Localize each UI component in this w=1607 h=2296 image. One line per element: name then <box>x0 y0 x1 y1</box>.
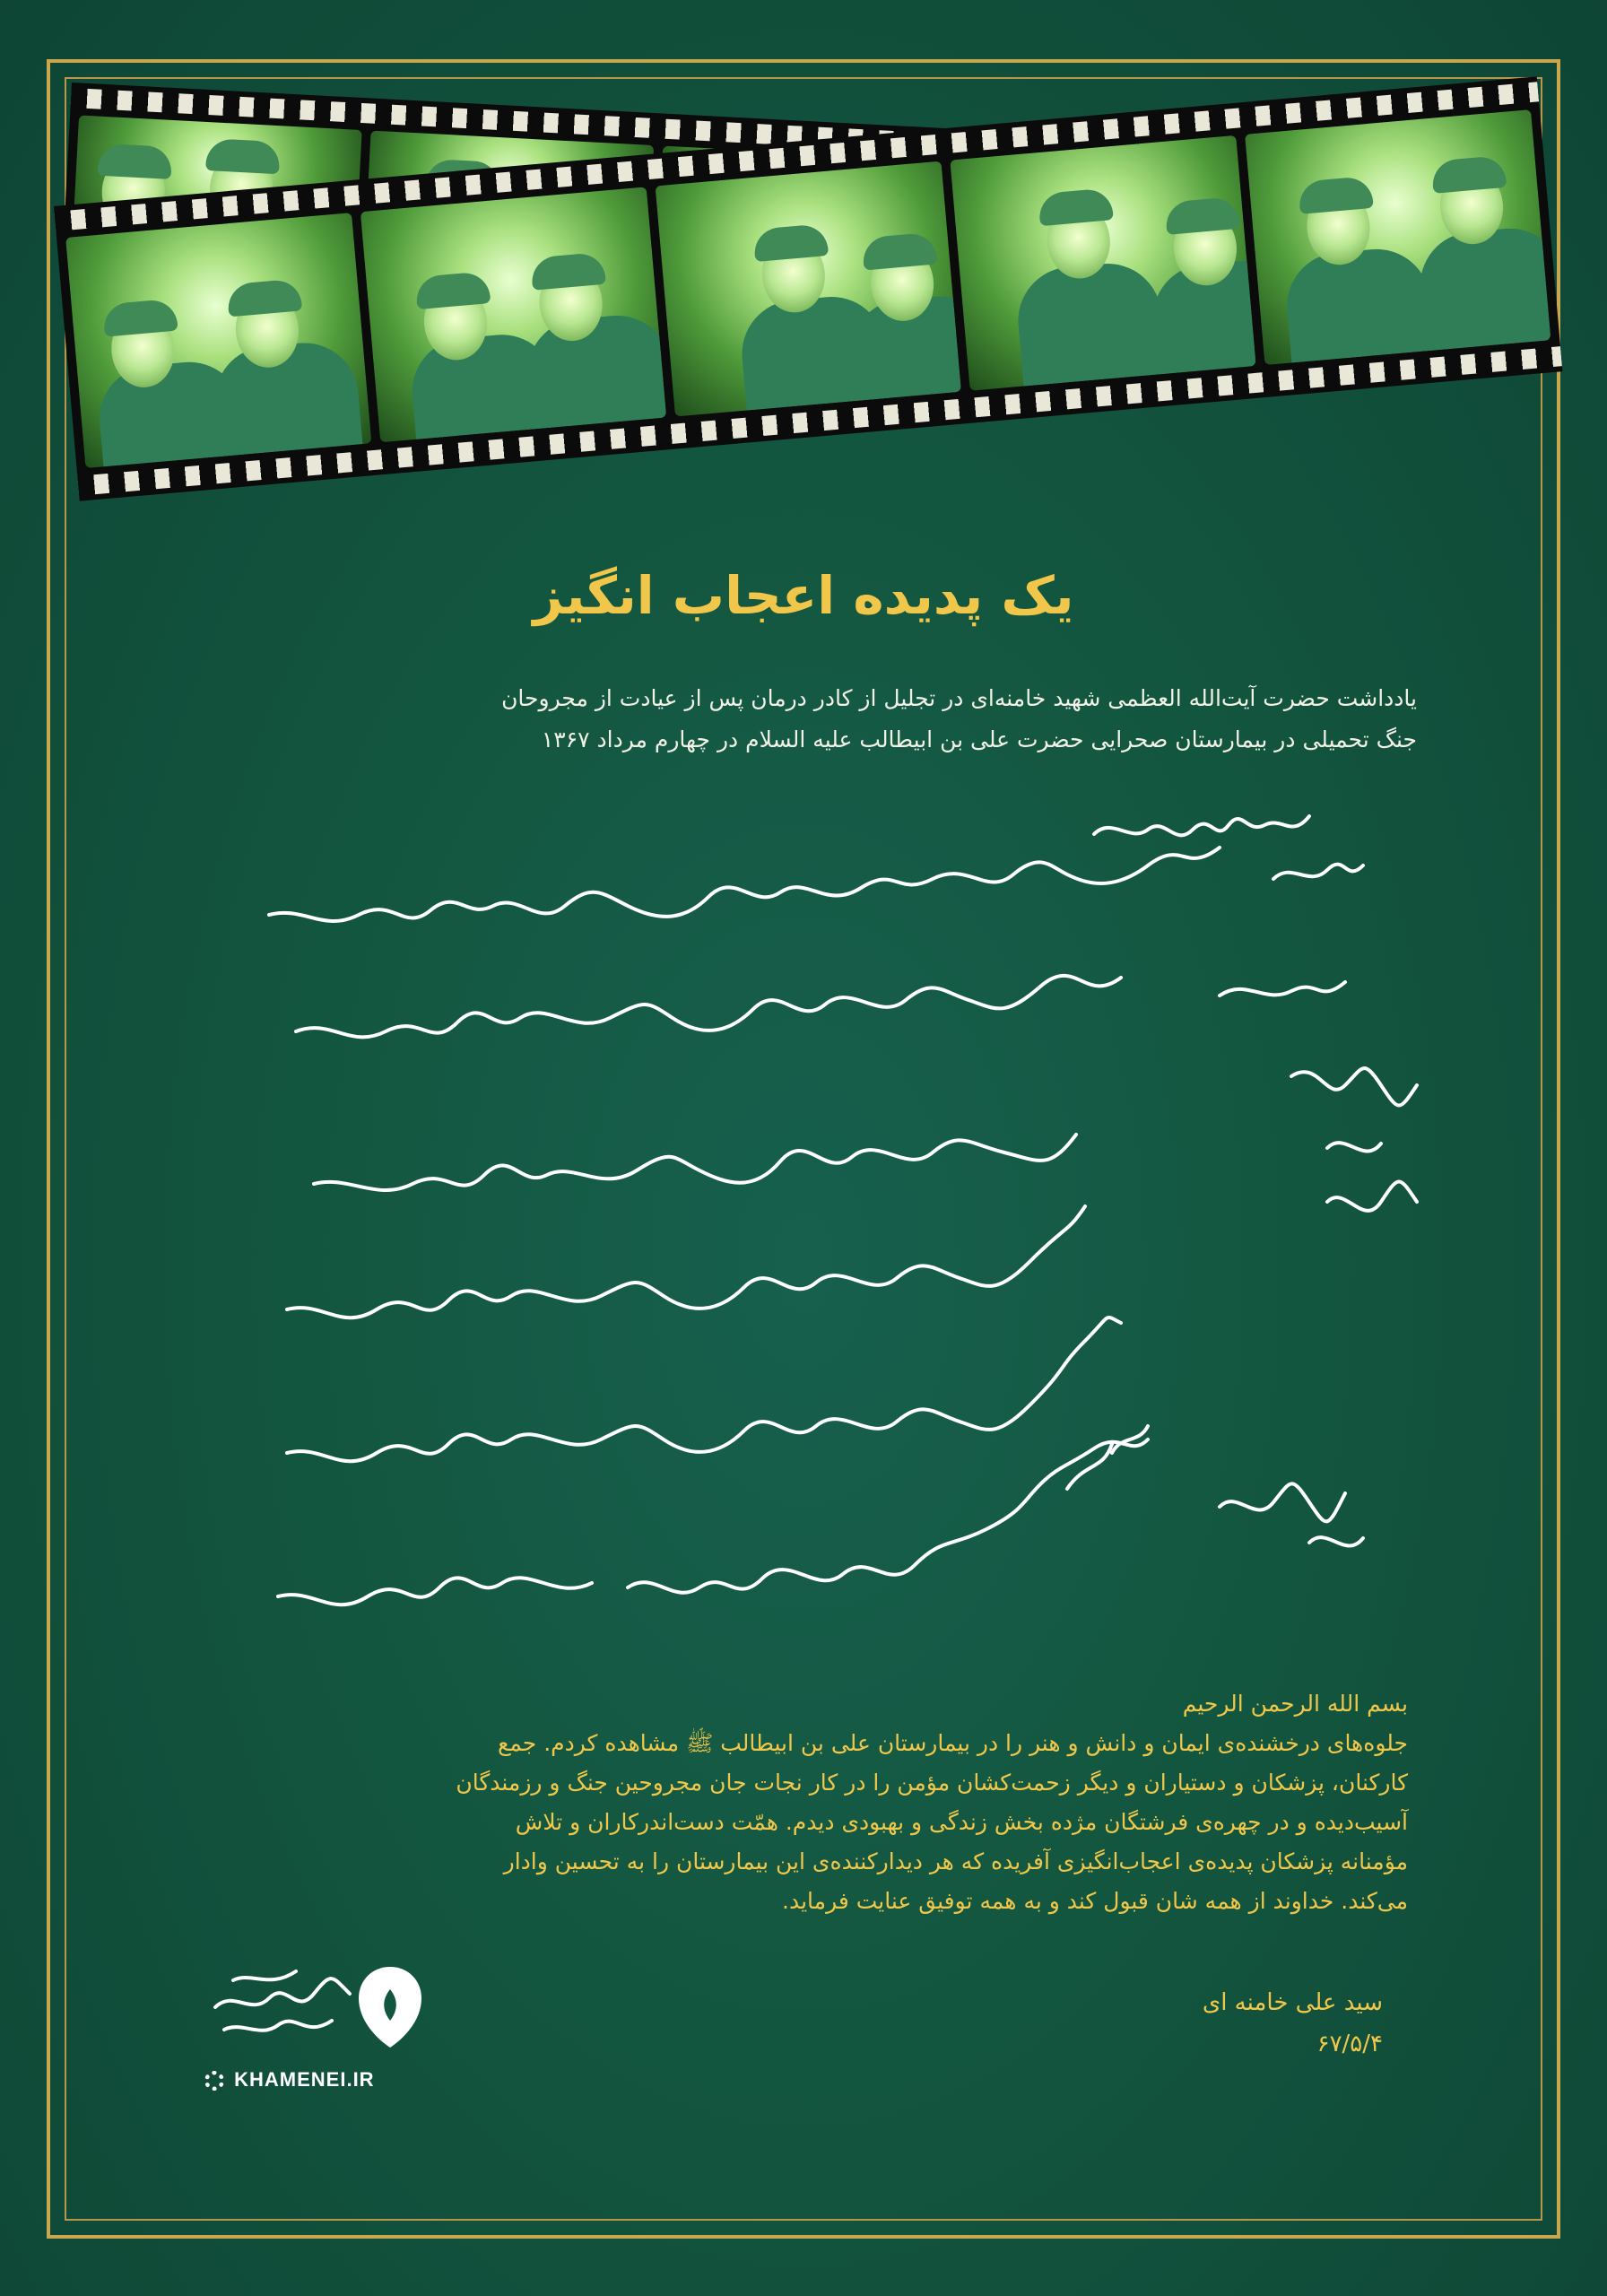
transcript-line: مؤمنانه پزشکان پدیده‌ی اعجاب‌انگیزی آفریده که هر دیدارکننده‌ی این بیمارستان را به تحسین وادار <box>503 1848 1408 1874</box>
film-frame <box>65 213 371 468</box>
transcript-line: بسم الله الرحمن الرحیم <box>1182 1691 1408 1717</box>
film-frame <box>950 135 1255 391</box>
transcript <box>224 1684 1408 1921</box>
page-title: یک پدیده اعجاب انگیز <box>533 565 1074 626</box>
subtitle-line: جنگ تحمیلی در بیمارستان صحرایی حضرت علی بن ابیطالب علیه السلام در چهارم مرداد ۱۳۶۷ <box>541 726 1417 752</box>
transcript-line: جلوه‌های درخشنده‌ی ایمان و دانش و هنر را در بیمارستان علی بن ابیطالب ﷺ مشاهده کردم. جمع <box>498 1730 1408 1756</box>
film-frame <box>656 161 961 417</box>
film-frame <box>1245 109 1551 365</box>
subtitle-line: یادداشت حضرت آیت‌الله العظمی شهید خامنه‌ای در تجلیل از کادر درمان پس از عیادت از مجروحان <box>501 685 1417 711</box>
film-frame <box>360 187 666 442</box>
transcript-line: کارکنان، پزشکان و دستیاران و دیگر زحمت‌کشان مؤمن را در کار نجات جان مجروحین جنگ و رزمندگان <box>456 1770 1408 1796</box>
transcript-line: آسیب‌دیده و در چهره‌ی فرشتگان مژده بخش زندگی و بهبودی دیدم. همّت دست‌اندرکاران و تلاش <box>515 1809 1408 1835</box>
signature-date: ۶۷/۵/۴ <box>1316 2031 1383 2057</box>
signature-name: سید علی خامنه ای <box>1202 1989 1383 2016</box>
subtitle <box>215 678 1417 761</box>
transcript-line: می‌کند. خداوند از همه شان قبول کند و به همه توفیق عنایت فرماید. <box>782 1888 1408 1914</box>
handwritten-note-image <box>161 807 1435 1686</box>
signature <box>1203 1982 1383 2065</box>
site-label <box>204 2068 375 2092</box>
site-url: KHAMENEI.IR <box>234 2068 375 2091</box>
gear-icon <box>204 2071 224 2091</box>
emblem-icon <box>359 1967 421 2048</box>
